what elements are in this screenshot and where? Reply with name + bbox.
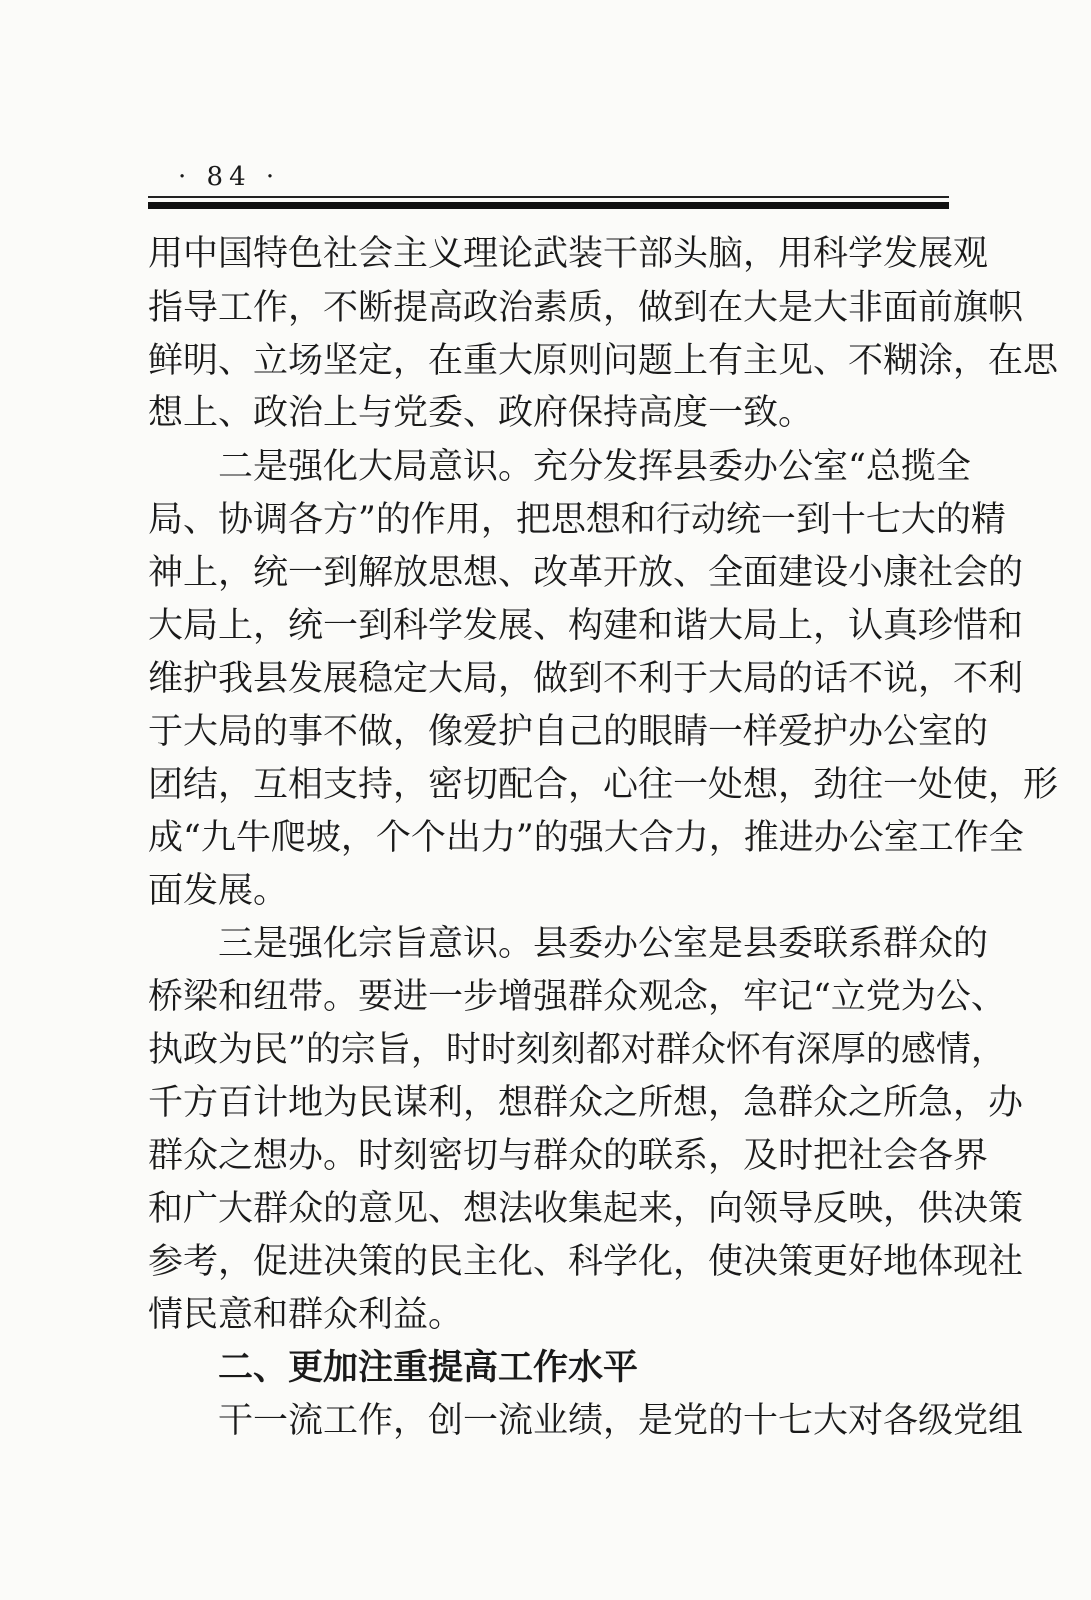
paragraph-first-line: 二是强化大局意识。充分发挥县委办公室“总揽全 <box>218 447 971 487</box>
body-line: 团结，互相支持，密切配合，心往一处想，劲往一处使，形 <box>148 765 1059 805</box>
body-line: 局、协调各方”的作用，把思想和行动统一到十七大的精 <box>148 500 1006 540</box>
body-line: 于大局的事不做，像爱护自己的眼睛一样爱护办公室的 <box>148 712 989 752</box>
body-line: 想上、政治上与党委、政府保持高度一致。 <box>148 393 814 433</box>
body-line: 用中国特色社会主义理论武装干部头脑，用科学发展观 <box>148 234 989 274</box>
body-line: 和广大群众的意见、想法收集起来，向领导反映，供决策 <box>148 1189 1024 1229</box>
body-line: 维护我县发展稳定大局，做到不利于大局的话不说，不利 <box>148 659 1024 699</box>
section-heading: 二、更加注重提高工作水平 <box>218 1348 639 1388</box>
body-line: 执政为民”的宗旨，时时刻刻都对群众怀有深厚的感情， <box>148 1030 1006 1070</box>
body-line: 成“九牛爬坡，个个出力”的强大合力，推进办公室工作全 <box>148 818 1024 858</box>
paragraph-first-line: 干一流工作，创一流业绩，是党的十七大对各级党组 <box>218 1401 1024 1441</box>
body-line: 指导工作，不断提高政治素质，做到在大是大非面前旗帜 <box>148 288 1024 328</box>
header-rule <box>148 196 949 198</box>
body-line: 群众之想办。时刻密切与群众的联系，及时把社会各界 <box>148 1136 989 1176</box>
body-line: 情民意和群众利益。 <box>148 1295 464 1335</box>
body-line: 大局上，统一到科学发展、构建和谐大局上，认真珍惜和 <box>148 606 1024 646</box>
paragraph-first-line: 三是强化宗旨意识。县委办公室是县委联系群众的 <box>218 924 989 964</box>
body-line: 千方百计地为民谋利，想群众之所想，急群众之所急，办 <box>148 1083 1024 1123</box>
body-line: 面发展。 <box>148 871 289 911</box>
body-line: 神上，统一到解放思想、改革开放、全面建设小康社会的 <box>148 553 1024 593</box>
header-rule-thick <box>148 202 949 209</box>
page-number: · 84 · <box>178 162 281 192</box>
body-line: 鲜明、立场坚定，在重大原则问题上有主见、不糊涂，在思 <box>148 341 1059 381</box>
body-line: 桥梁和纽带。要进一步增强群众观念，牢记“立党为公、 <box>148 977 1006 1017</box>
body-line: 参考，促进决策的民主化、科学化，使决策更好地体现社 <box>148 1242 1024 1282</box>
